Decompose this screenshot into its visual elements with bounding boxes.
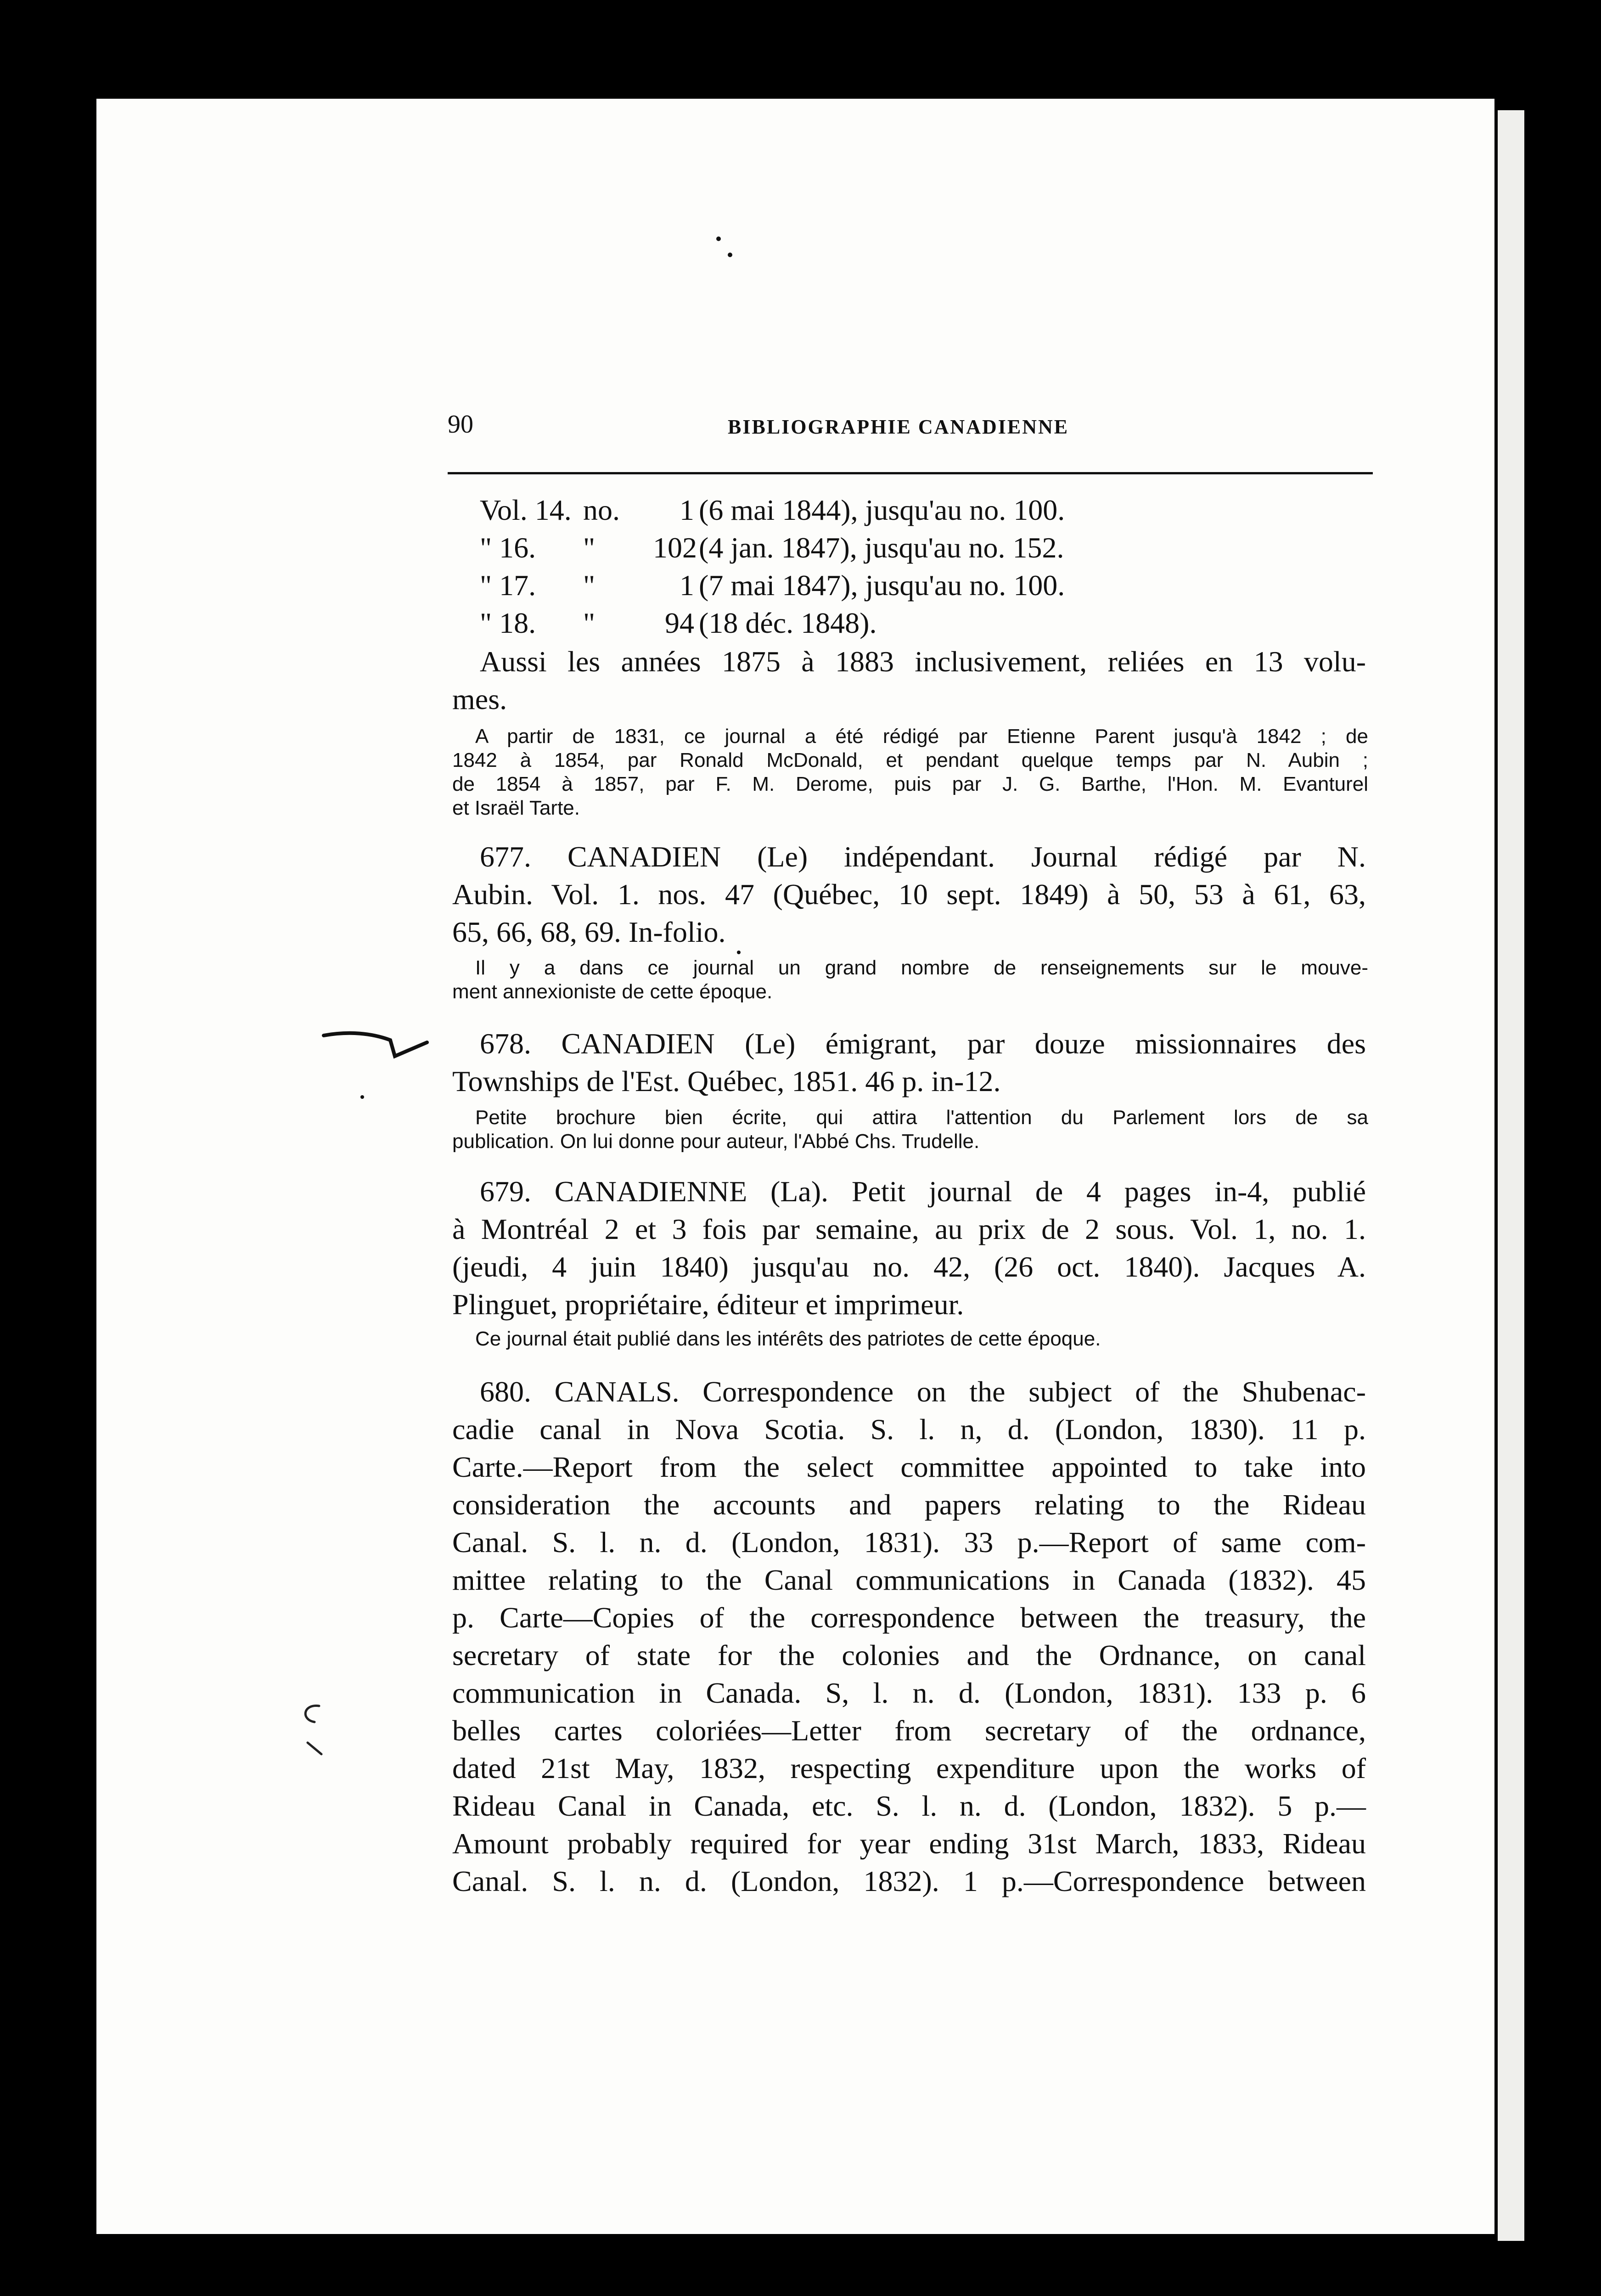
note-679-line: Ce journal était publié dans les intérêts des patriotes de cette époque. — [475, 1328, 1101, 1350]
volume-no: " — [583, 607, 595, 639]
volume-number: 1 — [680, 494, 694, 526]
body-line: mes. — [452, 683, 507, 715]
entry-679-line: Plinguet, propriétaire, éditeur et imprimeur. — [452, 1288, 964, 1321]
volume-number: 1 — [680, 569, 694, 602]
note-677-line: Il y a dans ce journal un grand nombre de renseignements sur le mouve- — [475, 957, 1368, 979]
volume-range: (4 jan. 1847), jusqu'au no. 152. — [699, 531, 1064, 564]
entry-680-line: Rideau Canal in Canada, etc. S. l. n. d. (London, 1832). 5 p.— — [452, 1790, 1366, 1822]
entry-680-line: secretary of state for the colonies and the Ordnance, on canal — [452, 1639, 1366, 1671]
entry-678-line: 678. CANADIEN (Le) émigrant, par douze missionnaires des — [480, 1027, 1366, 1060]
note-line: de 1854 à 1857, par F. M. Derome, puis par J. G. Barthe, l'Hon. M. Evanturel — [452, 773, 1368, 795]
entry-680-line: communication in Canada. S, l. n. d. (London, 1831). 133 p. 6 — [452, 1677, 1366, 1709]
note-line: 1842 à 1854, par Ronald McDonald, et pendant quelque temps par N. Aubin ; — [452, 749, 1368, 771]
entry-677-line: 677. CANADIEN (Le) indépendant. Journal rédigé par N. — [480, 840, 1366, 873]
volume-range: (18 déc. 1848). — [699, 607, 877, 639]
volume-no: no. — [583, 494, 620, 526]
book-spine — [1498, 110, 1524, 2241]
entry-680-line: mittee relating to the Canal communications in Canada (1832). 45 — [452, 1564, 1366, 1596]
ink-speck — [728, 253, 732, 257]
volume-no: " — [583, 531, 595, 564]
note-677-line: ment annexioniste de cette époque. — [452, 980, 773, 1003]
entry-679-line: à Montréal 2 et 3 fois par semaine, au prix de 2 sous. Vol. 1, no. 1. — [452, 1213, 1366, 1245]
volume-range: (6 mai 1844), jusqu'au no. 100. — [699, 494, 1065, 526]
note-678-line: Petite brochure bien écrite, qui attira l'attention du Parlement lors de sa — [475, 1106, 1368, 1129]
header-rule — [448, 472, 1373, 474]
entry-680-line: Canal. S. l. n. d. (London, 1831). 33 p.—Report of same com- — [452, 1526, 1366, 1559]
body-line: Aussi les années 1875 à 1883 inclusivement, reliées en 13 volu- — [480, 645, 1366, 678]
entry-680-line: cadie canal in Nova Scotia. S. l. n, d. (London, 1830). 11 p. — [452, 1413, 1366, 1446]
entry-679-line: 679. CANADIENNE (La). Petit journal de 4 pages in-4, publié — [480, 1175, 1366, 1208]
note-678-line: publication. On lui donne pour auteur, l'Abbé Chs. Trudelle. — [452, 1130, 980, 1153]
entry-680-line: belles cartes coloriées—Letter from secretary of the ordnance, — [452, 1714, 1366, 1747]
entry-680-line: consideration the accounts and papers relating to the Rideau — [452, 1488, 1366, 1521]
margin-pen-mark — [294, 1699, 335, 1759]
volume-label: " 17. — [480, 569, 536, 602]
page-number: 90 — [448, 410, 473, 439]
entry-677-line: Aubin. Vol. 1. nos. 47 (Québec, 10 sept. 1849) à 50, 53 à 61, 63, — [452, 878, 1366, 911]
entry-680-line: 680. CANALS. Correspondence on the subject of the Shubenac- — [480, 1375, 1366, 1408]
volume-number: 94 — [665, 607, 694, 639]
note-line: A partir de 1831, ce journal a été rédigé par Etienne Parent jusqu'à 1842 ; de — [475, 725, 1368, 748]
entry-677-line: 65, 66, 68, 69. In-folio. — [452, 916, 726, 948]
entry-680-line: Amount probably required for year ending 31st March, 1833, Rideau — [452, 1827, 1366, 1860]
volume-label: " 16. — [480, 531, 536, 564]
volume-range: (7 mai 1847), jusqu'au no. 100. — [699, 569, 1065, 602]
ink-speck — [737, 951, 741, 954]
entry-680-line: Canal. S. l. n. d. (London, 1832). 1 p.—Correspondence between — [452, 1865, 1366, 1897]
ink-speck — [360, 1095, 364, 1099]
margin-pen-mark — [321, 1024, 432, 1075]
entry-679-line: (jeudi, 4 juin 1840) jusqu'au no. 42, (26 oct. 1840). Jacques A. — [452, 1250, 1366, 1283]
volume-label: " 18. — [480, 607, 536, 639]
volume-no: " — [583, 569, 595, 602]
entry-680-line: p. Carte—Copies of the correspondence between the treasury, the — [452, 1601, 1366, 1634]
entry-678-line: Townships de l'Est. Québec, 1851. 46 p. in-12. — [452, 1065, 1001, 1097]
volume-number: 102 — [653, 531, 697, 564]
ink-speck — [716, 236, 721, 241]
entry-680-line: dated 21st May, 1832, respecting expenditure upon the works of — [452, 1752, 1366, 1784]
volume-label: Vol. 14. — [480, 494, 572, 526]
note-line: et Israël Tarte. — [452, 797, 580, 819]
entry-680-line: Carte.—Report from the select committee appointed to take into — [452, 1451, 1366, 1483]
running-title: BIBLIOGRAPHIE CANADIENNE — [728, 416, 1069, 438]
